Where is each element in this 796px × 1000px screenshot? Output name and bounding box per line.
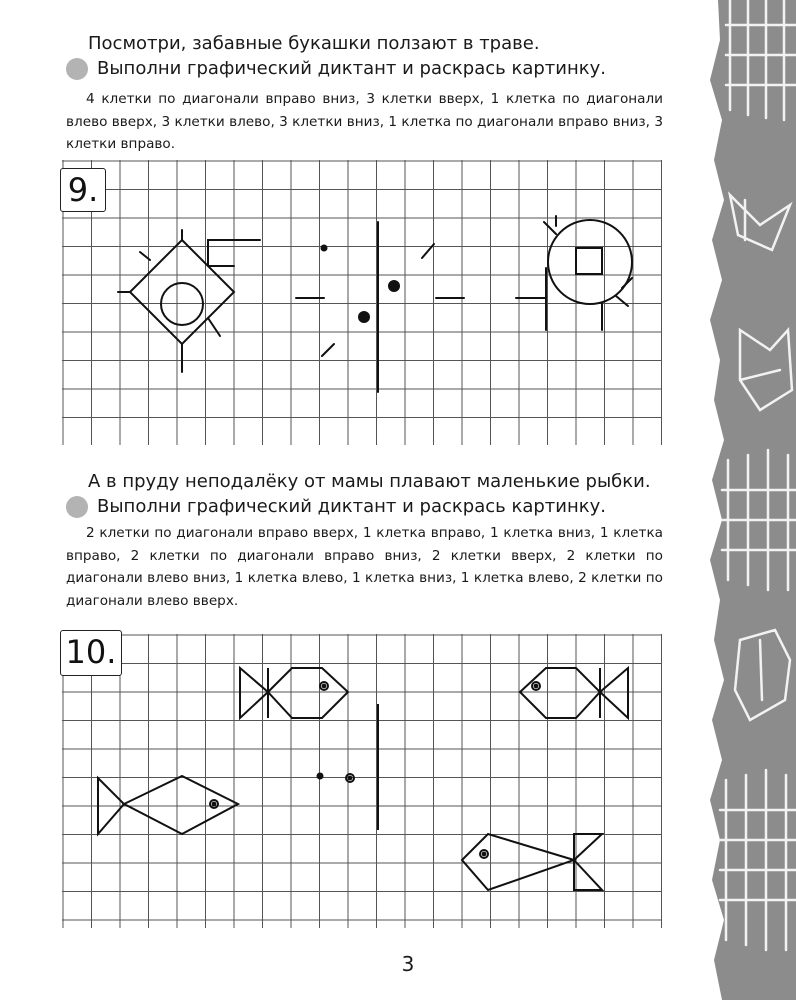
bullet-icon [66,496,88,518]
exercise-9-task [66,58,606,80]
side-strip-decoration [700,0,796,1000]
fish-3-body [124,776,238,834]
exercise-10-task [66,496,606,518]
page-number: 3 [401,952,415,976]
exercise-10-grid [62,634,664,928]
exercise-9-number: 9. [60,168,106,212]
bug-2-eye-2 [358,311,370,323]
bug-3-body [548,220,632,304]
exercise-9-intro: Посмотри, забавные букашки ползают в траве. [88,33,540,54]
fish-1-tail [240,668,268,718]
fish-4-dot [318,774,323,779]
exercise-10-intro: А в пруду неподалёку от мамы плавают маленькие рыбки. [88,471,651,492]
bug-1-wing [208,240,234,266]
fish-5-tail [574,834,602,890]
bullet-icon [66,58,88,80]
exercise-10-dictation: 2 клетки по диагонали вправо вверх, 1 клетка вправо, 1 клетка вниз, 1 клетка вправо, 2 клетки по диагонали вправо вниз, 2 клетки вверх, 2 клетки по диагонали влево вниз, 1 клетка влево, 1 клетка вниз, 1 клетка влево, 2 клетки по диагонали влево вверх. [66,525,663,609]
exercise-9-dictation: 4 клетки по диагонали вправо вниз, 3 клетки вверх, 1 клетка по диагонали влево вверх, 3 клетки влево, 3 клетки вниз, 1 клетка по диагонали вправо вниз, 3 клетки вправо. [66,91,663,152]
fish-5-body [462,834,574,890]
bug-3-spot [576,248,602,274]
exercise-10-number: 10. [60,630,122,676]
bug-2-dot-small [322,246,327,251]
fish-1-body [268,668,348,718]
bug-2-eye-1 [388,280,400,292]
bug-3-legs [516,216,632,330]
exercise-9-task-text: Выполни графический диктант и раскрась картинку. [97,58,606,79]
exercise-10-task-text: Выполни графический диктант и раскрась картинку. [97,496,606,517]
exercise-9-grid [62,160,664,446]
fish-2-body [520,668,600,718]
